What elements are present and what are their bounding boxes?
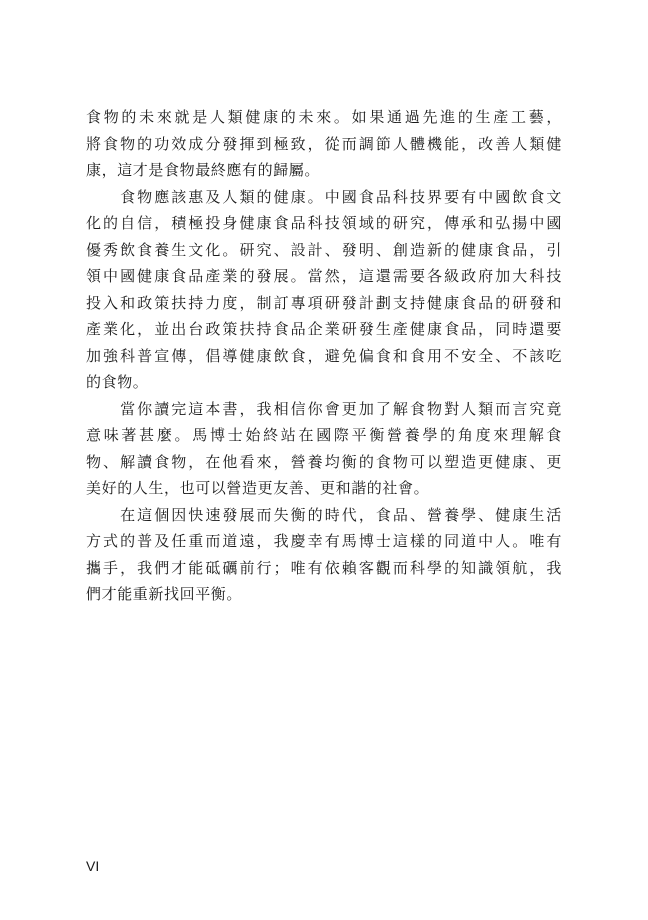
text-line: 領中國健康食品產業的發展。當然，這還需要各級政府加大科技 xyxy=(86,267,562,285)
text-line: 攜手，我們才能砥礪前行；唯有依賴客觀而科學的知識領航，我 xyxy=(86,558,562,577)
text-line: 意味著甚麼。馬博士始終站在國際平衡營養學的角度來理解食 xyxy=(86,426,562,444)
text-line: 食物應該惠及人類的健康。中國食品科技界要有中國飲食文 xyxy=(86,187,562,206)
text-line: 當你讀完這本書，我相信你會更加了解食物對人類而言究竟 xyxy=(86,399,562,418)
text-line: 的食物。 xyxy=(86,373,149,391)
text-line: 們才能重新找回平衡。 xyxy=(86,585,243,603)
body-text xyxy=(86,104,562,608)
text-line: 將食物的功效成分發揮到極致，從而調節人體機能，改善人類健 xyxy=(86,134,562,153)
paragraph xyxy=(86,396,562,502)
text-line: 加強科普宣傳，倡導健康飲食，避免偏食和食用不安全、不該吃 xyxy=(86,346,562,365)
text-line: 化的自信，積極投身健康食品科技領域的研究，傳承和弘揚中國 xyxy=(86,214,562,232)
text-line: 在這個因快速發展而失衡的時代，食品、營養學、健康生活 xyxy=(86,505,562,524)
paragraph xyxy=(86,184,562,396)
text-line: 康，這才是食物最終應有的歸屬。 xyxy=(86,161,321,179)
text-line: 物、解讀食物，在他看來，營養均衡的食物可以塑造更健康、更 xyxy=(86,452,562,471)
text-line: 美好的人生，也可以營造更友善、更和諧的社會。 xyxy=(86,479,430,497)
text-line: 投入和政策扶持力度，制訂專項研發計劃支持健康食品的研發和 xyxy=(86,293,562,312)
page-number: VI xyxy=(86,858,100,874)
text-line: 食物的未來就是人類健康的未來。如果通過先進的生產工藝， xyxy=(86,108,562,126)
text-line: 優秀飲食養生文化。研究、設計、發明、創造新的健康食品，引 xyxy=(86,240,562,259)
paragraph xyxy=(86,502,562,608)
text-line: 產業化，並出台政策扶持食品企業研發生產健康食品，同時還要 xyxy=(86,320,562,338)
text-line: 方式的普及任重而道遠，我慶幸有馬博士這樣的同道中人。唯有 xyxy=(86,532,562,550)
paragraph xyxy=(86,104,562,184)
